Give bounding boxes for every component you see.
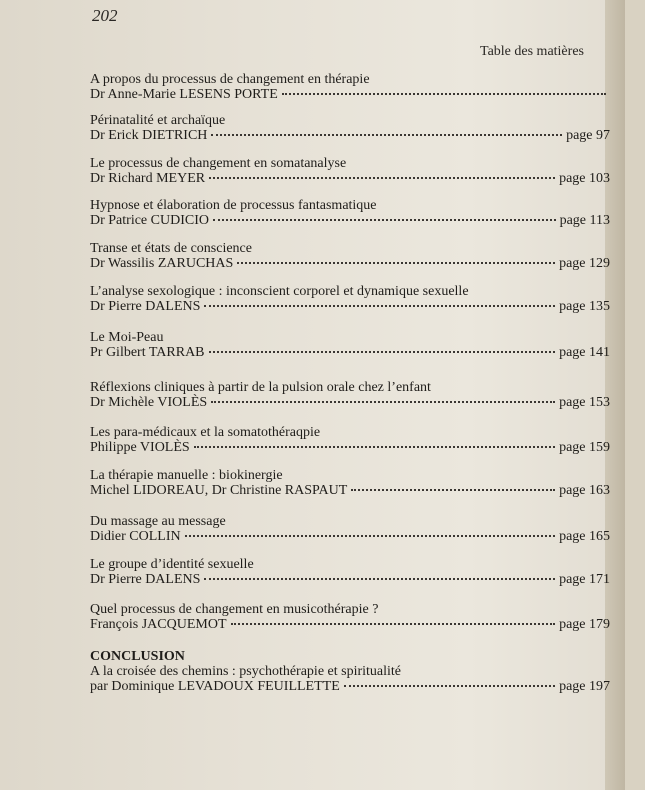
dot-leader [351, 489, 555, 491]
entry-title: Le Moi-Peau [90, 330, 164, 345]
conclusion-label: CONCLUSION [90, 649, 185, 664]
entry-author: Dr Patrice CUDICIO [90, 213, 209, 228]
entry-title: Les para-médicaux et la somatothéraqpie [90, 425, 321, 440]
entry-author-line [90, 256, 610, 271]
entry-author: Dr Pierre DALENS [90, 572, 201, 587]
entry-title: Le processus de changement en somatanalyse [90, 156, 347, 171]
conclusion-page: page 197 [559, 679, 610, 694]
entry-author-line [90, 299, 610, 314]
toc-conclusion [90, 649, 610, 694]
entry-page: page 165 [559, 529, 610, 544]
entry-title: Hypnose et élaboration de processus fantasmatique [90, 198, 377, 213]
entry-author: Didier COLLIN [90, 529, 181, 544]
toc-entry [90, 72, 610, 102]
entry-page: page 135 [559, 299, 610, 314]
entry-author: Dr Anne-Marie LESENS PORTE [90, 87, 278, 102]
toc-entry [90, 468, 610, 498]
conclusion-author: par Dominique LEVADOUX FEUILLETTE [90, 679, 340, 694]
toc-entry [90, 198, 610, 228]
entry-author-line [90, 483, 610, 498]
dot-leader [194, 446, 555, 448]
entry-author-line [90, 395, 610, 410]
dot-leader [344, 685, 555, 687]
entry-author: Michel LIDOREAU, Dr Christine RASPAUT [90, 483, 348, 498]
entry-author: Philippe VIOLÈS [90, 440, 190, 455]
running-head: Table des matières [480, 44, 584, 59]
entry-page: page 171 [559, 572, 610, 587]
entry-title: A propos du processus de changement en thérapie [90, 72, 370, 87]
entry-title: Réflexions cliniques à partir de la pulsion orale chez l’enfant [90, 380, 431, 395]
entry-title: Quel processus de changement en musicothérapie ? [90, 602, 379, 617]
toc-entry [90, 284, 610, 314]
entry-author-line [90, 440, 610, 455]
dot-leader [204, 578, 555, 580]
entry-author-line [90, 572, 610, 587]
entry-page: page 113 [559, 213, 610, 228]
entry-author: François JACQUEMOT [90, 617, 227, 632]
entry-author: Pr Gilbert TARRAB [90, 345, 205, 360]
toc-entry [90, 514, 610, 544]
dot-leader [209, 177, 555, 179]
entry-author-line [90, 529, 610, 544]
entry-page: page 97 [566, 128, 610, 143]
dot-leader [282, 93, 606, 95]
entry-author-line [90, 171, 610, 186]
entry-page: page 141 [559, 345, 610, 360]
entry-author: Dr Erick DIETRICH [90, 128, 208, 143]
entry-page: page 159 [559, 440, 610, 455]
dot-leader [211, 401, 555, 403]
toc-entry [90, 330, 610, 360]
entry-title: Du massage au message [90, 514, 226, 529]
entry-author-line [90, 345, 610, 360]
conclusion-author-line [90, 679, 610, 694]
entry-page: page 153 [559, 395, 610, 410]
entry-title: Transe et états de conscience [90, 241, 252, 256]
conclusion-title: A la croisée des chemins : psychothérapie et spiritualité [90, 664, 402, 679]
dot-leader [213, 219, 556, 221]
entry-title: Périnatalité et archaïque [90, 113, 226, 128]
entry-author-line [90, 87, 610, 102]
entry-author: Dr Pierre DALENS [90, 299, 201, 314]
entry-author-line [90, 617, 610, 632]
entry-author: Dr Michèle VIOLÈS [90, 395, 208, 410]
toc-entry [90, 113, 610, 143]
toc-entry [90, 602, 610, 632]
toc-entry [90, 241, 610, 271]
entry-author: Dr Wassilis ZARUCHAS [90, 256, 234, 271]
entry-page: page 163 [559, 483, 610, 498]
toc-entry [90, 380, 610, 410]
dot-leader [209, 351, 556, 353]
entry-page: page 129 [559, 256, 610, 271]
entry-page: page 103 [559, 171, 610, 186]
dot-leader [237, 262, 555, 264]
entry-title: L’analyse sexologique : inconscient corporel et dynamique sexuelle [90, 284, 469, 299]
entry-author: Dr Richard MEYER [90, 171, 206, 186]
dot-leader [231, 623, 556, 625]
dot-leader [204, 305, 555, 307]
toc-entry [90, 156, 610, 186]
entry-author-line [90, 128, 610, 143]
toc-entry [90, 425, 610, 455]
entry-title: La thérapie manuelle : biokinergie [90, 468, 283, 483]
page-number: 202 [92, 6, 118, 25]
entry-page: page 179 [559, 617, 610, 632]
dot-leader [211, 134, 562, 136]
dot-leader [185, 535, 555, 537]
toc-entry [90, 557, 610, 587]
entry-title: Le groupe d’identité sexuelle [90, 557, 254, 572]
entry-author-line [90, 213, 610, 228]
